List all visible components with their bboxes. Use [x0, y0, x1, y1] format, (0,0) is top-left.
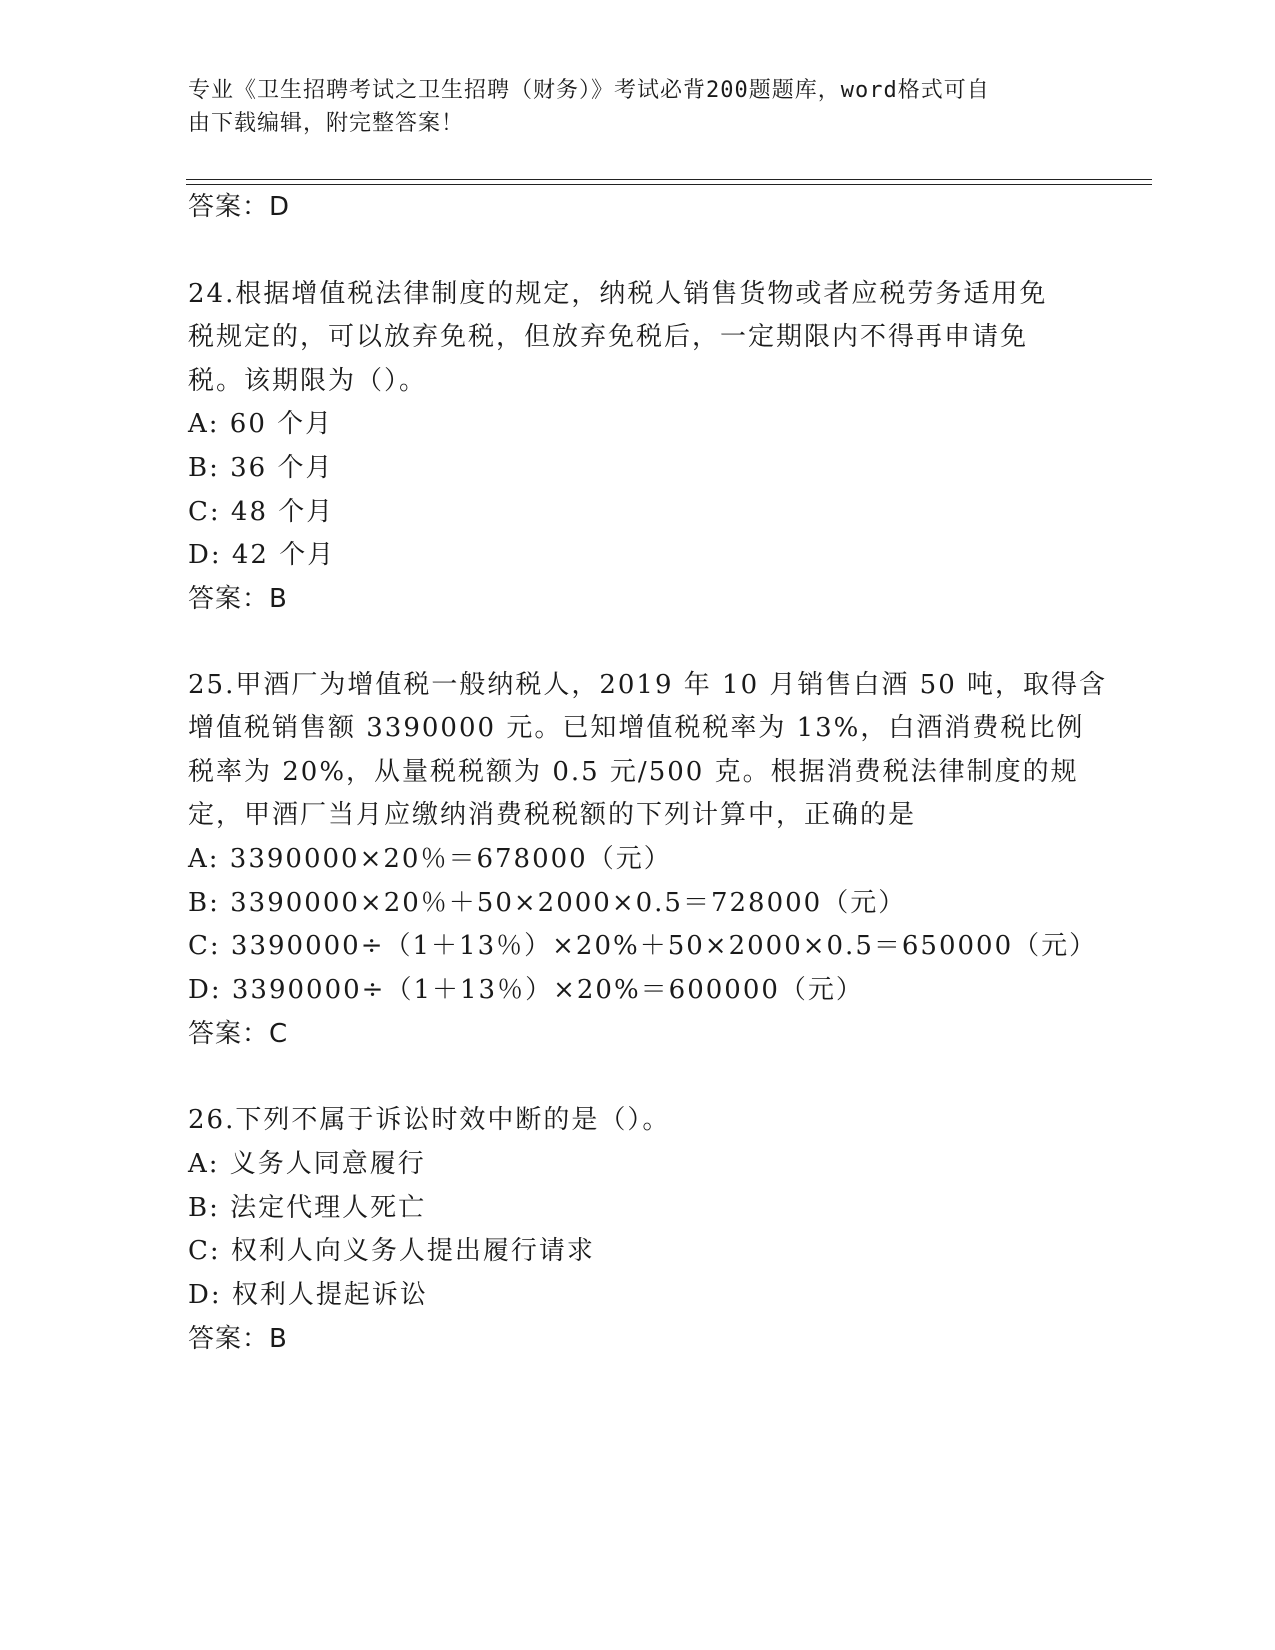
document-header [188, 74, 1088, 140]
q25-option-b: B: 3390000×20％＋50×2000×0.5＝728000（元） [188, 888, 907, 918]
q24-option-a: A: 60 个月 [188, 409, 334, 439]
q26-option-d: D: 权利人提起诉讼 [188, 1280, 428, 1310]
q25-stem-line-3: 税率为 20%，从量税税额为 0.5 元/500 克。根据消费税法律制度的规 [188, 757, 1079, 787]
q24-stem-line-3: 税。该期限为（）。 [188, 366, 428, 396]
q24-stem-line-1: 24.根据增值税法律制度的规定，纳税人销售货物或者应税劳务适用免 [188, 279, 1048, 309]
q24-stem-line-2: 税规定的，可以放弃免税，但放弃免税后，一定期限内不得再申请免 [188, 322, 1029, 352]
q26-option-c: C: 权利人向义务人提出履行请求 [188, 1236, 595, 1266]
q25-stem-line-1: 25.甲酒厂为增值税一般纳税人，2019 年 10 月销售白酒 50 吨，取得含 [188, 670, 1108, 700]
q24-option-b: B: 36 个月 [188, 453, 334, 483]
q25-option-a: A: 3390000×20％＝678000（元） [188, 844, 672, 874]
q25-stem-line-2: 增值税销售额 3390000 元。已知增值税税率为 13%，白酒消费税比例 [188, 713, 1085, 743]
header-line-1: 专业《卫生招聘考试之卫生招聘（财务）》考试必背200题题库，word格式可自 [188, 78, 990, 103]
q26-stem-line-1: 26.下列不属于诉讼时效中断的是（）。 [188, 1105, 671, 1135]
q26-option-a: A: 义务人同意履行 [188, 1149, 426, 1179]
header-line-2: 由下载编辑，附完整答案！ [188, 111, 465, 136]
header-divider-bottom [186, 184, 1152, 185]
q24-option-d: D: 42 个月 [188, 540, 336, 570]
q25-option-d: D: 3390000÷（1＋13％）×20%＝600000（元） [188, 975, 864, 1005]
q24-option-c: C: 48 个月 [188, 497, 335, 527]
q25-stem-line-4: 定，甲酒厂当月应缴纳消费税税额的下列计算中，正确的是 [188, 800, 917, 830]
q24-answer: 答案：B [188, 584, 288, 614]
q26-option-b: B: 法定代理人死亡 [188, 1193, 427, 1223]
q25-option-c: C: 3390000÷（1＋13％）×20%＋50×2000×0.5＝650000（元） [188, 931, 1098, 961]
q25-answer: 答案：C [188, 1019, 289, 1049]
header-divider-top [186, 179, 1152, 180]
q26-answer: 答案：B [188, 1324, 288, 1354]
previous-answer: 答案：D [188, 192, 291, 222]
